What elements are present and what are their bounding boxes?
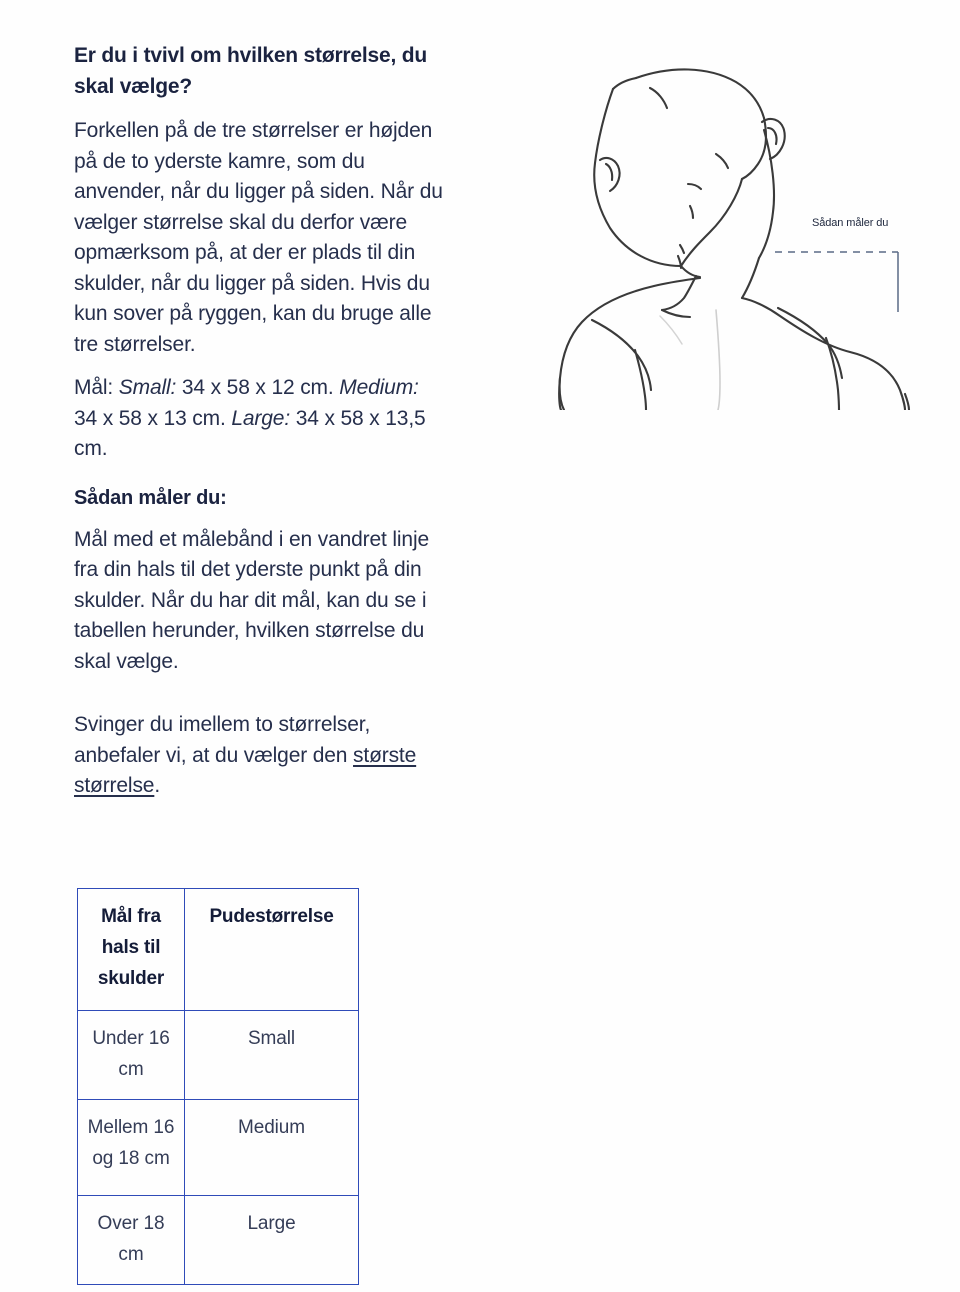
measurements-prefix: Mål: xyxy=(74,376,119,399)
cell-measurement: Over 18 cm xyxy=(78,1196,185,1285)
large-value: 34 x 58 x 13,5 cm. xyxy=(74,406,426,460)
table-row xyxy=(78,1100,359,1196)
recommendation-text-before: Svinger du imellem to størrelser, anbefaler vi, at du vælger den xyxy=(74,713,371,767)
table-header-row xyxy=(78,889,359,1011)
cell-size: Large xyxy=(185,1196,359,1285)
large-label: Large: xyxy=(231,406,291,430)
size-table xyxy=(77,888,359,1285)
measurements-paragraph xyxy=(74,373,446,465)
measurement-illustration xyxy=(540,60,940,410)
recommendation-paragraph xyxy=(74,710,446,802)
table-row xyxy=(78,1196,359,1285)
table-header-measurement: Mål fra hals til skulder xyxy=(78,889,185,1011)
small-label: Small: xyxy=(118,376,177,399)
cell-size: Small xyxy=(185,1011,359,1100)
body-outline-svg xyxy=(540,60,940,410)
how-to-measure-subheading: Sådan måler du: xyxy=(74,486,227,509)
recommendation-text-after: . xyxy=(154,774,161,797)
how-to-measure-paragraph: Mål med et målebånd i en vandret linje fra din hals til det yderste punkt på din skulder. Når du har dit mål, kan du se i tabellen herunder, hvilken størrelse du skal vælge. xyxy=(74,527,430,673)
cell-size: Medium xyxy=(185,1100,359,1196)
largest-size-link[interactable]: største størrelse xyxy=(74,743,417,797)
table-header-size: Pudestørrelse xyxy=(185,889,359,1011)
cell-measurement: Mellem 16 og 18 cm xyxy=(78,1100,185,1196)
head-and-shoulders-lines xyxy=(559,69,909,410)
measure-label-text: Sådan måler du xyxy=(812,217,889,229)
dimension-lines xyxy=(775,252,898,312)
medium-value: 34 x 58 x 13 cm. xyxy=(74,406,232,430)
cell-measurement: Under 16 cm xyxy=(78,1011,185,1100)
medium-label: Medium: xyxy=(339,376,419,399)
small-value: 34 x 58 x 12 cm. xyxy=(176,376,340,399)
text-column xyxy=(74,40,446,815)
table-row xyxy=(78,1011,359,1100)
intro-paragraph: Forkellen på de tre størrelser er højden på de to yderste kamre, som du anvender, når du ligger på siden. Når du vælger størrelse skal du derfor være opmærksom på, at der er plads til din skulder, når du ligger på siden. Hvis du kun sover på ryggen, kan du bruge alle tre størrelser. xyxy=(74,119,443,356)
page-title: Er du i tvivl om hvilken størrelse, du skal vælge? xyxy=(74,44,427,98)
